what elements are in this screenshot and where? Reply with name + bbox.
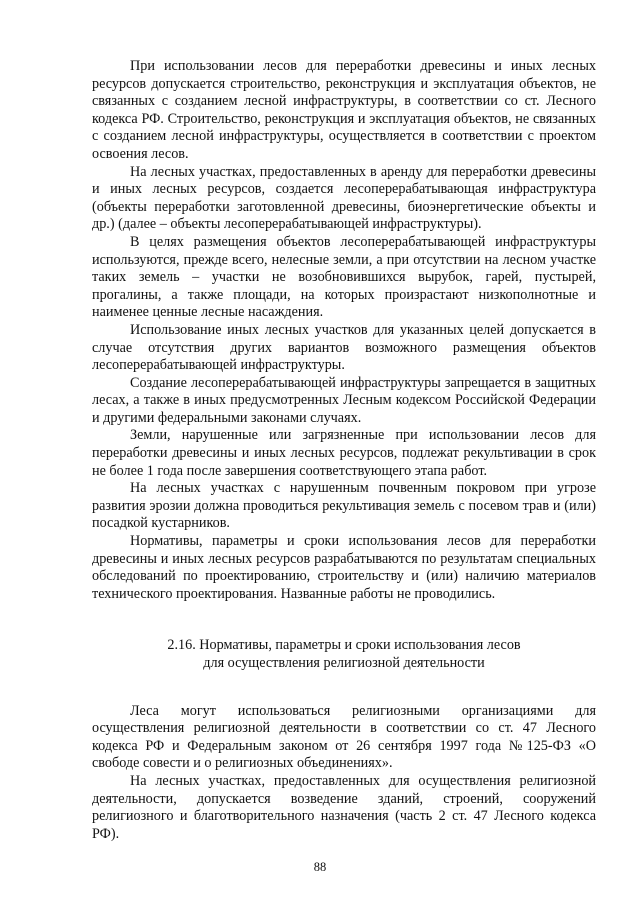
- paragraph: На лесных участках, предоставленных для осуществления религиозной деятельности, допускается возведение зданий, строений, сооружений религиозного и благотворительного назначения (часть 2 ст. 47 Лесного кодекса РФ).: [92, 772, 596, 842]
- section-heading-line-1: 2.16. Нормативы, параметры и сроки использования лесов: [167, 637, 521, 654]
- paragraph: Земли, нарушенные или загрязненные при использовании лесов для переработки древесины и иных лесных ресурсов, подлежат рекультивации в срок не более 1 года после завершения соответствующего этапа работ.: [92, 427, 596, 479]
- paragraph: Использование иных лесных участков для указанных целей допускается в случае отсутствия других вариантов возможного размещения объектов лесоперерабатывающей инфраструктуры.: [92, 321, 596, 374]
- section-heading: [92, 637, 596, 672]
- page-number: 88: [313, 860, 327, 874]
- paragraph: Нормативы, параметры и сроки использования лесов для переработки древесины и иных лесных ресурсов разрабатываются по результатам специальных обследований по проектированию, строительству и (или) наличию материалов технического проектирования. Названные работы не проводились.: [92, 533, 596, 602]
- document-body: [92, 58, 596, 843]
- paragraph: В целях размещения объектов лесоперерабатывающей инфраструктуры используются, прежде всего, нелесные земли, а при отсутствии на лесном участке таких земель – участки не возобновившихся вырубок, гарей, пустырей, прогалины, а также площади, на которых произрастают низкополнотные и наименее ценные лесные насаждения.: [92, 233, 596, 321]
- paragraph: Создание лесоперерабатывающей инфраструктуры запрещается в защитных лесах, а также в иных предусмотренных Лесным кодексом Российской Федерации и другими федеральными законами случаях.: [92, 374, 596, 426]
- section-heading-line-2: для осуществления религиозной деятельности: [203, 655, 485, 671]
- paragraph: На лесных участках, предоставленных в аренду для переработки древесины и иных лесных ресурсов, создается лесоперерабатывающая инфраструктура (объекты переработки заготовленной древесины, биоэнергетические объекты и др.) (далее – объекты лесоперерабатывающей инфраструктуры).: [92, 163, 596, 233]
- paragraph: При использовании лесов для переработки древесины и иных лесных ресурсов допускается строительство, реконструкция и эксплуатация объектов, не связанных с созданием лесной инфраструктуры, в соответствии со ст. Лесного кодекса РФ. Строительство, реконструкция и эксплуатация объектов, не связанных с созданием лесной инфраструктуры, осуществляется в соответствии с проектом освоения лесов.: [92, 58, 596, 162]
- paragraph: На лесных участках с нарушенным почвенным покровом при угрозе развития эрозии должна проводиться рекультивация земель с посевом трав и (или) посадкой кустарников.: [92, 480, 596, 532]
- paragraph: Леса могут использоваться религиозными организациями для осуществления религиозной деятельности в соответствии со ст. 47 Лесного кодекса РФ и Федеральным законом от 26 сентября 1997 года №125-ФЗ «О свободе совести и о религиозных объединениях».: [92, 702, 596, 772]
